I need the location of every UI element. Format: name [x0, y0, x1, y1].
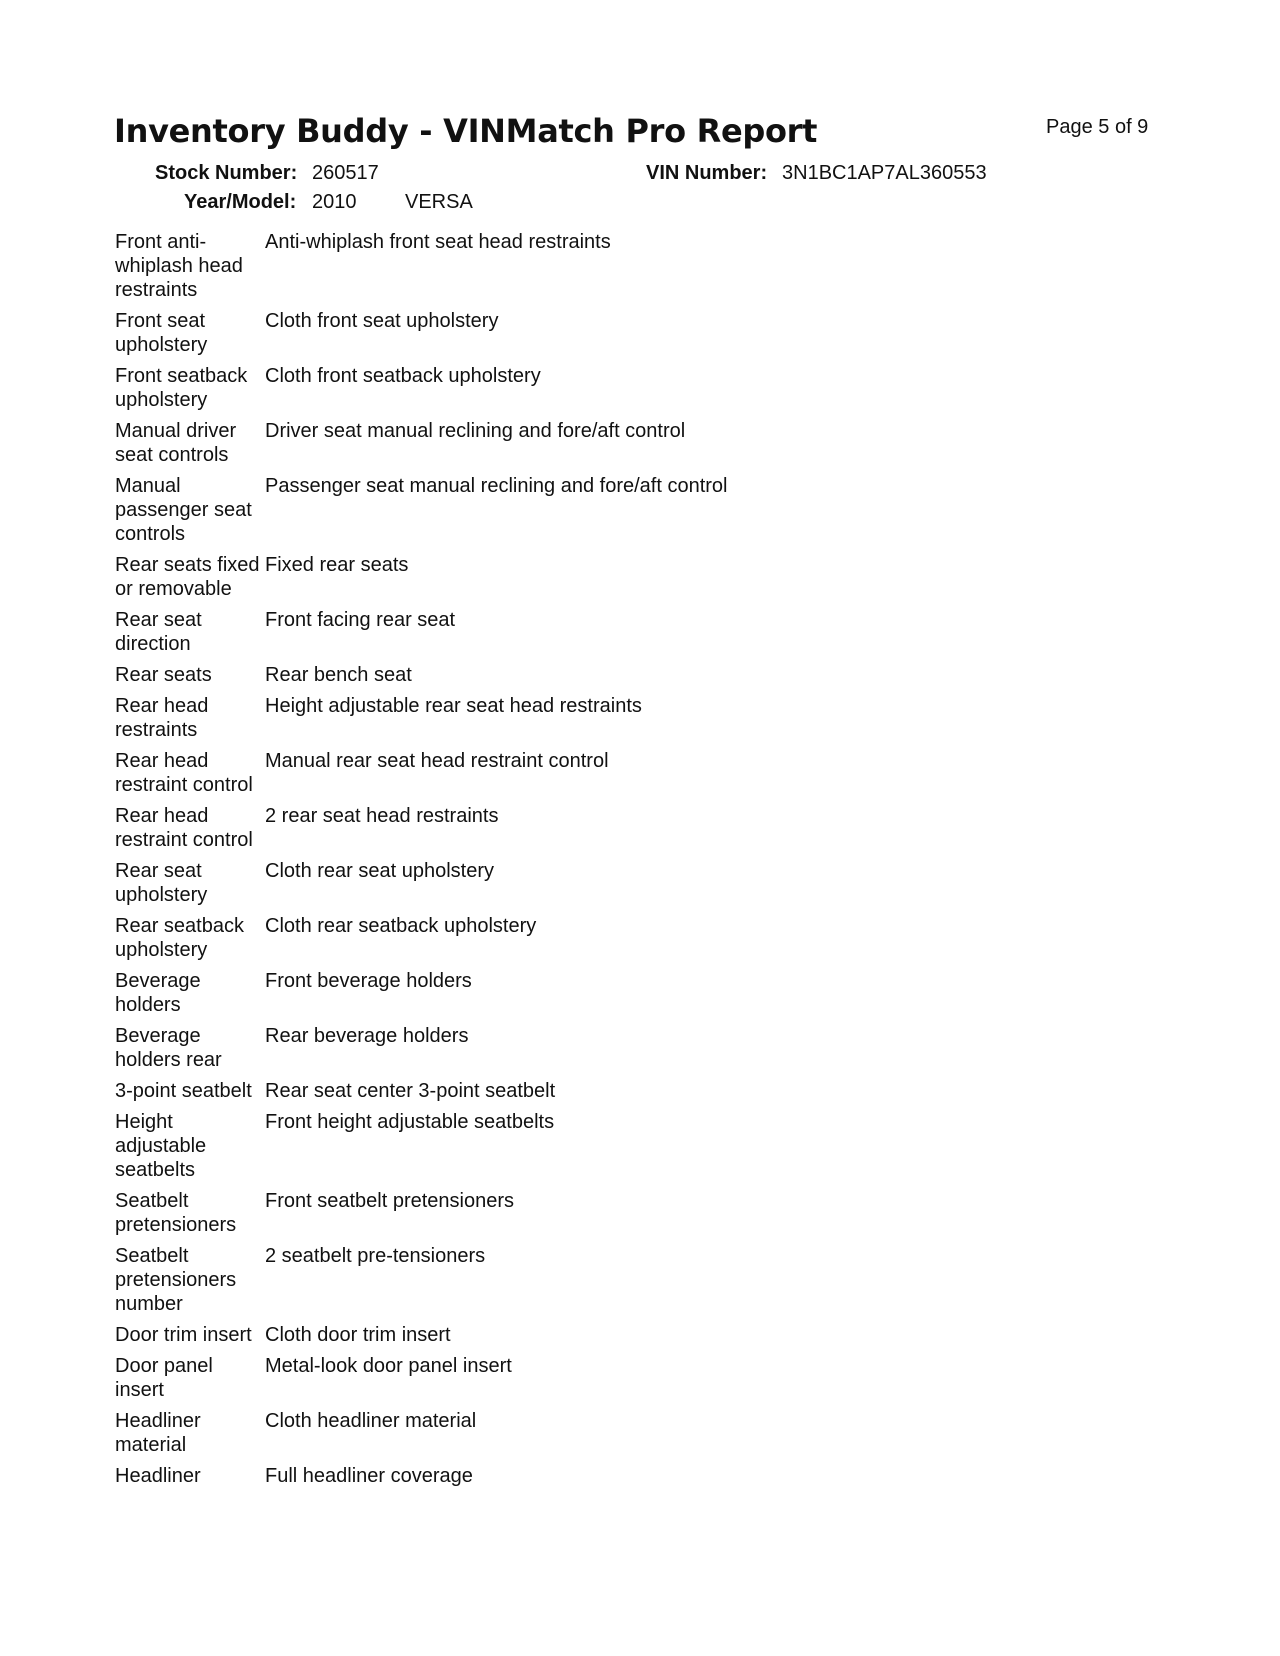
- year-model-label: Year/Model:: [184, 191, 297, 213]
- spec-value: Cloth rear seat upholstery: [265, 860, 495, 882]
- spec-value: 2 seatbelt pre-tensioners: [265, 1245, 486, 1267]
- spec-row: [115, 914, 1165, 962]
- spec-row: [115, 419, 1165, 467]
- spec-row: [115, 1110, 1165, 1182]
- spec-name: Beverage holders: [115, 970, 201, 1016]
- spec-row: [115, 859, 1165, 907]
- spec-value: Front seatbelt pretensioners: [265, 1190, 515, 1212]
- spec-row: [115, 1189, 1165, 1237]
- spec-row: [115, 663, 1165, 687]
- spec-row: [115, 553, 1165, 601]
- spec-name: Headliner: [115, 1465, 201, 1487]
- spec-row: [115, 1024, 1165, 1072]
- page-number: Page 5 of 9: [1046, 116, 1149, 138]
- year-value: 2010: [312, 191, 357, 213]
- spec-name: Rear seat upholstery: [115, 860, 208, 906]
- spec-name: Manual passenger seat controls: [115, 475, 252, 545]
- spec-value: Fixed rear seats: [265, 554, 409, 576]
- page-title: Inventory Buddy - VINMatch Pro Report: [114, 112, 818, 150]
- spec-value: Front beverage holders: [265, 970, 472, 992]
- spec-list: [115, 230, 1165, 1495]
- spec-row: [115, 1244, 1165, 1316]
- stock-number-label: Stock Number:: [155, 162, 298, 184]
- spec-value: Metal-look door panel insert: [265, 1355, 512, 1377]
- spec-row: [115, 1409, 1165, 1457]
- spec-row: [115, 969, 1165, 1017]
- spec-value: Rear beverage holders: [265, 1025, 469, 1047]
- spec-name: Rear head restraints: [115, 695, 209, 741]
- spec-name: Rear seats fixed or removable: [115, 554, 260, 600]
- spec-value: Cloth rear seatback upholstery: [265, 915, 537, 937]
- spec-name: Door panel insert: [115, 1355, 213, 1401]
- spec-value: Rear seat center 3-point seatbelt: [265, 1080, 556, 1102]
- spec-name: 3-point seatbelt: [115, 1080, 252, 1102]
- spec-row: [115, 474, 1165, 546]
- spec-name: Front anti-whiplash head restraints: [115, 231, 243, 301]
- spec-name: Seatbelt pretensioners number: [115, 1245, 237, 1315]
- spec-value: Cloth headliner material: [265, 1410, 477, 1432]
- spec-name: Rear seat direction: [115, 609, 202, 655]
- spec-value: Height adjustable rear seat head restraints: [265, 695, 642, 717]
- spec-name: Rear head restraint control: [115, 805, 253, 851]
- spec-name: Rear seats: [115, 664, 212, 686]
- spec-name: Front seatback upholstery: [115, 365, 248, 411]
- spec-row: [115, 230, 1165, 302]
- stock-number-value: 260517: [312, 162, 379, 184]
- spec-value: Full headliner coverage: [265, 1465, 473, 1487]
- spec-name: Height adjustable seatbelts: [115, 1111, 207, 1181]
- vin-number-label: VIN Number:: [646, 162, 768, 184]
- spec-row: [115, 1464, 1165, 1488]
- spec-row: [115, 608, 1165, 656]
- spec-name: Seatbelt pretensioners: [115, 1190, 237, 1236]
- spec-row: [115, 804, 1165, 852]
- spec-row: [115, 749, 1165, 797]
- spec-value: Front facing rear seat: [265, 609, 456, 631]
- spec-value: Driver seat manual reclining and fore/aft control: [265, 420, 686, 442]
- spec-name: Rear head restraint control: [115, 750, 253, 796]
- spec-value: Cloth front seat upholstery: [265, 310, 499, 332]
- spec-name: Front seat upholstery: [115, 310, 208, 356]
- spec-value: Anti-whiplash front seat head restraints: [265, 231, 611, 253]
- spec-value: Passenger seat manual reclining and fore/aft control: [265, 475, 728, 497]
- spec-value: Cloth door trim insert: [265, 1324, 451, 1346]
- spec-value: Front height adjustable seatbelts: [265, 1111, 555, 1133]
- spec-value: Cloth front seatback upholstery: [265, 365, 541, 387]
- spec-name: Beverage holders rear: [115, 1025, 222, 1071]
- spec-name: Rear seatback upholstery: [115, 915, 244, 961]
- spec-row: [115, 309, 1165, 357]
- model-value: VERSA: [405, 191, 473, 213]
- spec-row: [115, 1079, 1165, 1103]
- spec-value: Manual rear seat head restraint control: [265, 750, 609, 772]
- spec-row: [115, 1354, 1165, 1402]
- vin-number-value: 3N1BC1AP7AL360553: [782, 162, 987, 184]
- spec-row: [115, 1323, 1165, 1347]
- spec-name: Manual driver seat controls: [115, 420, 237, 466]
- spec-row: [115, 694, 1165, 742]
- spec-value: Rear bench seat: [265, 664, 412, 686]
- spec-name: Headliner material: [115, 1410, 201, 1456]
- spec-value: 2 rear seat head restraints: [265, 805, 499, 827]
- spec-name: Door trim insert: [115, 1324, 252, 1346]
- spec-row: [115, 364, 1165, 412]
